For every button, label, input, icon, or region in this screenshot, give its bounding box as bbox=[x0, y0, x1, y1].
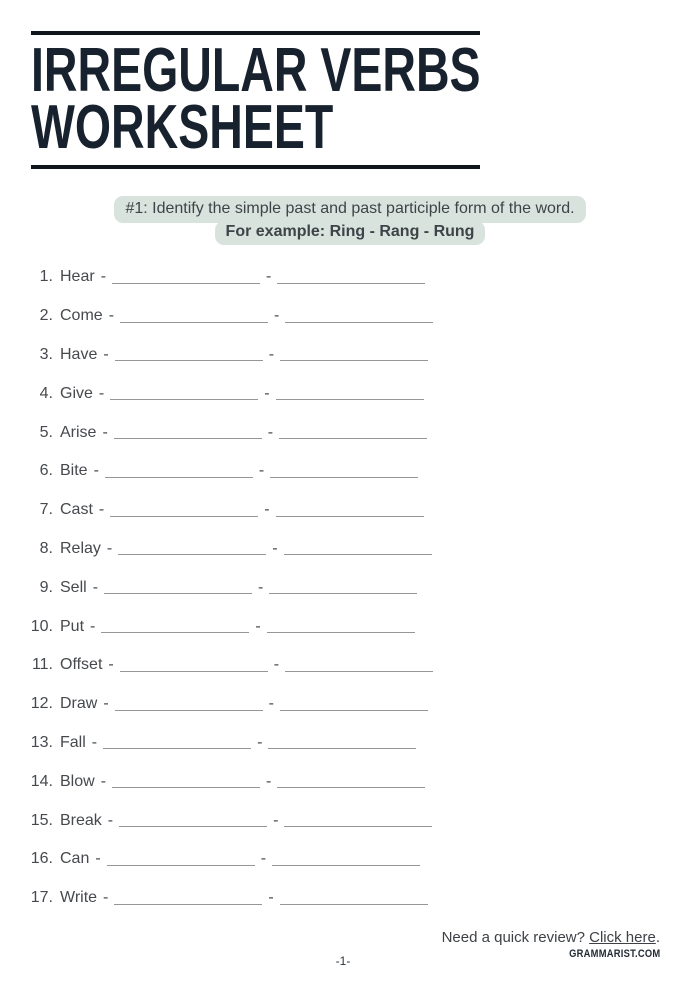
review-prompt: Need a quick review? bbox=[441, 929, 590, 946]
past-form-blank bbox=[120, 322, 268, 323]
list-item bbox=[17, 336, 577, 375]
separator-dash: - bbox=[100, 772, 107, 790]
item-number: 9. bbox=[39, 578, 53, 596]
past-form-blank bbox=[110, 516, 258, 517]
list-item bbox=[17, 530, 577, 569]
separator-dash: - bbox=[255, 617, 261, 635]
item-number: 12. bbox=[30, 695, 53, 713]
past-form-blank bbox=[104, 593, 252, 594]
separator-dash: - bbox=[272, 539, 278, 557]
separator-dash: - bbox=[257, 733, 263, 751]
item-verb: Relay bbox=[60, 539, 101, 557]
past-participle-blank bbox=[280, 904, 428, 905]
item-verb: Draw bbox=[60, 695, 98, 713]
separator-dash: - bbox=[273, 656, 280, 674]
past-participle-blank bbox=[269, 593, 417, 594]
separator-dash: - bbox=[98, 384, 105, 402]
separator-dash: - bbox=[92, 578, 99, 596]
list-item bbox=[17, 297, 577, 336]
past-form-blank bbox=[105, 477, 253, 478]
past-form-blank bbox=[112, 283, 260, 284]
list-item bbox=[17, 258, 577, 297]
list-item bbox=[17, 879, 577, 918]
past-participle-blank bbox=[272, 865, 420, 866]
separator-dash: - bbox=[91, 733, 98, 751]
item-number: 8. bbox=[39, 539, 53, 557]
past-form-blank bbox=[110, 399, 258, 400]
item-verb: Write bbox=[60, 889, 98, 907]
item-verb: Offset bbox=[60, 656, 103, 674]
item-number: 7. bbox=[39, 501, 53, 519]
past-form-blank bbox=[115, 360, 263, 361]
list-item bbox=[17, 724, 577, 763]
separator-dash: - bbox=[268, 695, 274, 713]
separator-dash: - bbox=[266, 772, 272, 790]
past-form-blank bbox=[103, 748, 251, 749]
past-participle-blank bbox=[280, 360, 428, 361]
past-participle-blank bbox=[276, 399, 424, 400]
brand-watermark: GRAMMARIST.COM bbox=[568, 948, 660, 960]
list-item bbox=[17, 374, 577, 413]
instruction-block bbox=[0, 196, 700, 245]
item-number: 5. bbox=[39, 423, 53, 441]
separator-dash: - bbox=[103, 695, 109, 713]
past-form-blank bbox=[119, 826, 267, 827]
past-participle-blank bbox=[277, 787, 425, 788]
past-participle-blank bbox=[277, 283, 425, 284]
past-form-blank bbox=[112, 787, 260, 788]
item-number: 15. bbox=[30, 811, 53, 829]
worksheet-list bbox=[17, 258, 577, 918]
separator-dash: - bbox=[268, 345, 275, 363]
review-suffix: . bbox=[655, 929, 660, 946]
past-participle-blank bbox=[268, 748, 416, 749]
separator-dash: - bbox=[95, 850, 101, 868]
separator-dash: - bbox=[274, 307, 280, 325]
title-rule-top bbox=[31, 31, 480, 35]
item-number: 2. bbox=[39, 307, 53, 325]
title-rule-bottom bbox=[31, 165, 480, 169]
list-item bbox=[17, 452, 577, 491]
past-form-blank bbox=[118, 554, 266, 555]
item-verb: Fall bbox=[60, 733, 86, 751]
review-line bbox=[442, 929, 660, 946]
separator-dash: - bbox=[264, 384, 270, 402]
item-number: 10. bbox=[30, 617, 53, 635]
item-verb: Put bbox=[60, 617, 85, 635]
past-participle-blank bbox=[280, 710, 428, 711]
list-item bbox=[17, 646, 577, 685]
page-number: -1- bbox=[335, 954, 351, 968]
list-item bbox=[17, 413, 577, 452]
separator-dash: - bbox=[258, 578, 264, 596]
past-form-blank bbox=[107, 865, 255, 866]
item-verb: Bite bbox=[60, 462, 88, 480]
past-participle-blank bbox=[267, 632, 415, 633]
separator-dash: - bbox=[273, 811, 279, 829]
past-form-blank bbox=[101, 632, 249, 633]
item-number: 17. bbox=[30, 889, 53, 907]
separator-dash: - bbox=[258, 462, 265, 480]
separator-dash: - bbox=[266, 268, 272, 286]
separator-dash: - bbox=[268, 889, 274, 907]
past-participle-blank bbox=[276, 516, 424, 517]
past-participle-blank bbox=[284, 554, 432, 555]
item-number: 1. bbox=[39, 268, 53, 286]
separator-dash: - bbox=[103, 889, 109, 907]
item-number: 3. bbox=[39, 345, 53, 363]
separator-dash: - bbox=[100, 268, 107, 286]
list-item bbox=[17, 607, 577, 646]
page-title-line-1: IRREGULAR VERBS bbox=[31, 36, 481, 105]
separator-dash: - bbox=[108, 307, 115, 325]
list-item bbox=[17, 491, 577, 530]
past-participle-blank bbox=[285, 671, 433, 672]
item-number: 11. bbox=[31, 656, 53, 674]
list-item bbox=[17, 685, 577, 724]
item-number: 16. bbox=[30, 850, 53, 868]
instruction-line-2: For example: Ring - Rang - Rung bbox=[215, 221, 486, 245]
list-item bbox=[17, 840, 577, 879]
instruction-line-1: #1: Identify the simple past and past participle form of the word. bbox=[114, 196, 585, 223]
past-participle-blank bbox=[270, 477, 418, 478]
past-form-blank bbox=[120, 671, 268, 672]
item-number: 14. bbox=[30, 772, 53, 790]
separator-dash: - bbox=[267, 423, 274, 441]
item-verb: Hear bbox=[60, 268, 95, 286]
separator-dash: - bbox=[90, 617, 96, 635]
list-item bbox=[17, 801, 577, 840]
separator-dash: - bbox=[102, 423, 108, 441]
item-verb: Cast bbox=[60, 501, 93, 519]
click-here-link[interactable]: Click here bbox=[589, 929, 656, 946]
item-number: 4. bbox=[39, 384, 53, 402]
list-item bbox=[17, 762, 577, 801]
item-verb: Have bbox=[60, 345, 98, 363]
past-participle-blank bbox=[284, 826, 432, 827]
item-verb: Come bbox=[60, 307, 103, 325]
page-title-line-2: WORKSHEET bbox=[31, 93, 334, 162]
separator-dash: - bbox=[106, 539, 113, 557]
separator-dash: - bbox=[98, 501, 105, 519]
past-participle-blank bbox=[285, 322, 433, 323]
separator-dash: - bbox=[264, 501, 270, 519]
item-verb: Arise bbox=[60, 423, 97, 441]
separator-dash: - bbox=[108, 656, 114, 674]
item-verb: Sell bbox=[60, 578, 87, 596]
separator-dash: - bbox=[93, 462, 99, 480]
item-verb: Can bbox=[60, 850, 90, 868]
past-form-blank bbox=[115, 710, 263, 711]
item-number: 6. bbox=[39, 462, 53, 480]
separator-dash: - bbox=[107, 811, 114, 829]
separator-dash: - bbox=[103, 345, 109, 363]
list-item bbox=[17, 568, 577, 607]
past-participle-blank bbox=[279, 438, 427, 439]
page-title bbox=[31, 36, 481, 162]
title-block bbox=[31, 31, 480, 169]
past-form-blank bbox=[114, 904, 262, 905]
separator-dash: - bbox=[260, 850, 267, 868]
item-verb: Blow bbox=[60, 772, 95, 790]
item-number: 13. bbox=[30, 733, 53, 751]
item-verb: Give bbox=[60, 384, 93, 402]
item-verb: Break bbox=[60, 811, 102, 829]
past-form-blank bbox=[114, 438, 262, 439]
